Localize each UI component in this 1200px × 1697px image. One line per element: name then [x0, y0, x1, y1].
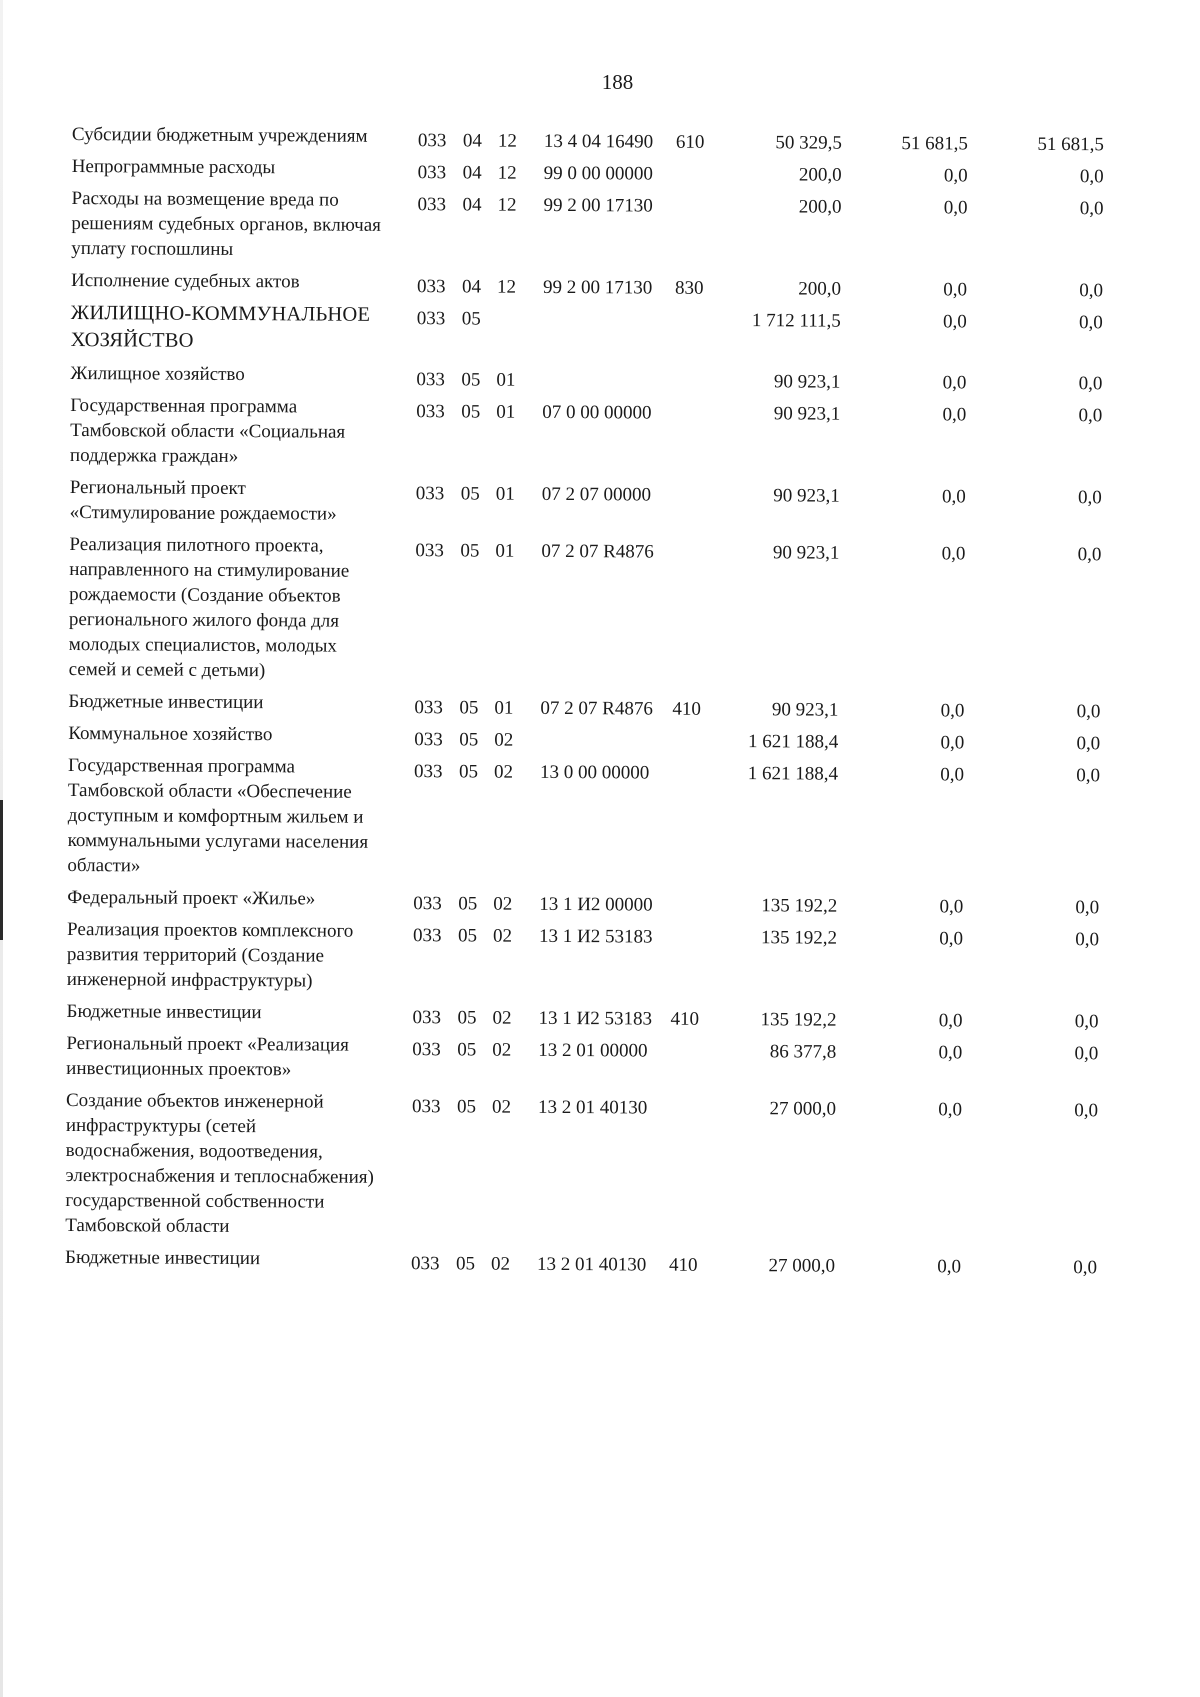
row-description: Субсидии бюджетным учреждениям: [71, 123, 368, 147]
subsection-code: 02: [492, 1007, 512, 1029]
row-description: Федеральный проект «Жилье»: [67, 886, 316, 910]
amount-year-3: 0,0: [1078, 373, 1103, 395]
amount-year-3: 0,0: [1075, 897, 1100, 919]
subsection-code: 12: [497, 162, 517, 184]
row-description: Исполнение судебных актов: [70, 269, 300, 293]
amount-year-2: 0,0: [941, 543, 966, 565]
amount-year-2: 0,0: [939, 896, 964, 918]
amount-year-3: 51 681,5: [1037, 133, 1104, 156]
amount-year-3: 0,0: [1076, 733, 1101, 755]
table-row: [70, 361, 1150, 393]
section-code: 05: [458, 761, 479, 783]
section-code: 05: [457, 925, 478, 947]
expense-type-code: 410: [672, 698, 701, 720]
amount-year-2: 0,0: [943, 197, 968, 219]
amount-year-3: 0,0: [1074, 1043, 1099, 1065]
subsection-code: 01: [496, 369, 516, 391]
subsection-code: 02: [493, 761, 514, 783]
row-description: Реализация пилотного проекта, направленного на стимулирование рождаемости (Создание объектов регионального жилого фонда для молодых специалистов, молодых семей и семей с детьми): [68, 533, 350, 682]
amount-year-1: 135 192,2: [761, 895, 838, 917]
subsection-code: 12: [497, 130, 517, 152]
row-description: Создание объектов инженерной инфраструктуры (сетей водоснабжения, водоотведения, электроснабжения и теплоснабжения) государственной собственности Тамбовской области: [65, 1089, 374, 1237]
amount-year-2: 0,0: [943, 279, 968, 301]
amount-year-1: 90 923,1: [773, 371, 841, 393]
admin-code: 033: [411, 1096, 441, 1118]
amount-year-2: 51 681,5: [901, 133, 968, 155]
table-row: [65, 1088, 1146, 1245]
target-article-code: 13 0 00 00000: [539, 761, 650, 784]
subsection-code: 12: [497, 194, 517, 216]
amount-year-1: 135 192,2: [760, 1009, 837, 1031]
target-article-code: 07 2 07 00000: [541, 483, 652, 506]
table-row: [72, 154, 1152, 186]
section-code: 05: [461, 401, 481, 423]
table-row: [72, 122, 1152, 154]
subsection-code: 01: [495, 483, 515, 505]
target-article-code: 13 1 И2 00000: [539, 893, 653, 916]
table-row: [66, 1031, 1146, 1088]
target-article-code: 13 2 01 40130: [537, 1096, 648, 1119]
target-article-code: 13 1 И2 53183: [538, 1007, 653, 1030]
amount-year-2: 0,0: [938, 1042, 963, 1064]
target-article-code: 99 2 00 17130: [542, 276, 653, 299]
amount-year-3: 0,0: [1077, 487, 1102, 509]
table-row: [68, 721, 1148, 753]
expense-type-code: 410: [670, 1008, 700, 1030]
admin-code: 033: [413, 761, 443, 783]
row-description: Бюджетные инвестиции: [64, 1246, 261, 1270]
table-row: [69, 532, 1150, 689]
row-description: Региональный проект «Реализация инвестиционных проектов»: [66, 1032, 350, 1081]
admin-code: 033: [414, 729, 443, 751]
admin-code: 033: [417, 130, 447, 152]
admin-code: 033: [412, 1007, 442, 1029]
section-code: 05: [460, 540, 480, 562]
subsection-code: 01: [496, 401, 516, 423]
scan-edge-mark: [0, 800, 3, 940]
section-heading-row: [71, 300, 1151, 361]
amount-year-3: 0,0: [1073, 1257, 1098, 1279]
amount-year-2: 0,0: [942, 372, 967, 394]
amount-year-1: 27 000,0: [769, 1098, 837, 1120]
amount-year-3: 0,0: [1078, 312, 1103, 334]
section-code: 04: [462, 130, 482, 152]
expense-type-code: 610: [675, 131, 705, 153]
row-description: Государственная программа Тамбовской области «Обеспечение доступным и комфортным жильем и коммунальными услугами населения области»: [67, 754, 369, 877]
subsection-code: 02: [493, 893, 513, 915]
amount-year-2: 0,0: [942, 404, 967, 426]
table-row: [68, 689, 1148, 721]
section-code: 05: [457, 1039, 477, 1061]
target-article-code: 07 2 07 R4876: [540, 697, 653, 720]
amount-year-2: 0,0: [943, 165, 968, 187]
amount-year-3: 0,0: [1076, 765, 1101, 787]
section-code: 05: [461, 308, 481, 330]
page-number: 188: [601, 70, 634, 94]
amount-year-3: 0,0: [1079, 166, 1104, 188]
amount-year-1: 200,0: [798, 164, 842, 186]
section-code: 05: [459, 697, 479, 719]
amount-year-3: 0,0: [1079, 280, 1104, 302]
amount-year-3: 0,0: [1074, 1100, 1099, 1122]
section-code: 05: [458, 893, 478, 915]
table-row: [70, 393, 1150, 475]
admin-code: 033: [416, 276, 446, 298]
amount-year-3: 0,0: [1076, 701, 1101, 723]
amount-year-1: 200,0: [798, 278, 842, 300]
row-description: Региональный проект «Стимулирование рождаемости»: [69, 476, 337, 525]
amount-year-2: 0,0: [940, 700, 965, 722]
admin-code: 033: [416, 369, 445, 391]
target-article-code: 07 0 00 00000: [542, 401, 652, 424]
row-description: Государственная программа Тамбовской области «Социальная поддержка граждан»: [69, 394, 346, 468]
target-article-code: 99 0 00 00000: [543, 162, 654, 185]
section-code: 05: [455, 1253, 476, 1275]
admin-code: 033: [415, 540, 444, 562]
section-code: 04: [462, 194, 482, 216]
section-code: 04: [462, 162, 482, 184]
subsection-code: 02: [494, 729, 514, 751]
table-row: [65, 1245, 1145, 1277]
row-description: Бюджетные инвестиции: [68, 690, 264, 714]
target-article-code: 13 4 04 16490: [543, 130, 654, 153]
table-row: [67, 885, 1147, 917]
admin-code: 033: [417, 194, 447, 216]
amount-year-3: 0,0: [1079, 198, 1104, 220]
row-description: Коммунальное хозяйство: [68, 722, 273, 746]
amount-year-3: 0,0: [1078, 405, 1103, 427]
amount-year-2: 0,0: [942, 311, 967, 333]
section-code: 05: [459, 729, 479, 751]
amount-year-3: 0,0: [1074, 1011, 1099, 1033]
admin-code: 033: [415, 483, 445, 505]
admin-code: 033: [412, 1039, 441, 1061]
table-row: [66, 999, 1146, 1031]
amount-year-3: 0,0: [1075, 929, 1100, 951]
row-description: Расходы на возмещение вреда по решениям судебных органов, включая уплату госпошлины: [71, 187, 381, 260]
subsection-code: 02: [492, 1039, 512, 1061]
target-article-code: 13 2 01 00000: [538, 1039, 648, 1062]
table-row: [71, 268, 1151, 300]
target-article-code: 13 2 01 40130: [536, 1253, 647, 1276]
amount-year-1: 90 923,1: [773, 485, 840, 507]
table-row: [67, 917, 1147, 999]
row-description: Бюджетные инвестиции: [66, 1000, 262, 1024]
admin-code: 033: [410, 1253, 440, 1275]
amount-year-2: 0,0: [940, 732, 965, 754]
amount-year-1: 86 377,8: [769, 1041, 837, 1063]
amount-year-1: 90 923,1: [771, 699, 839, 721]
row-description: Непрограммные расходы: [71, 155, 276, 179]
subsection-code: 01: [495, 540, 515, 562]
admin-code: 033: [417, 162, 447, 184]
admin-code: 033: [413, 893, 442, 915]
admin-code: 033: [416, 401, 445, 423]
section-code: 05: [457, 1007, 477, 1029]
subsection-code: 01: [494, 697, 514, 719]
amount-year-2: 0,0: [938, 1010, 963, 1032]
table-row: [70, 475, 1150, 532]
amount-year-2: 0,0: [941, 486, 966, 508]
table-row: [67, 753, 1148, 885]
amount-year-2: 0,0: [938, 1099, 963, 1121]
section-code: 05: [461, 369, 481, 391]
expense-type-code: 410: [668, 1254, 698, 1276]
amount-year-1: 90 923,1: [773, 403, 841, 425]
section-code: 05: [456, 1096, 477, 1118]
amount-year-1: 1 712 111,5: [751, 310, 841, 332]
row-description: Реализация проектов комплексного развития территорий (Создание инженерной инфраструктуры): [66, 918, 354, 992]
amount-year-3: 0,0: [1077, 544, 1102, 566]
section-code: 05: [460, 483, 480, 505]
target-article-code: 99 2 00 17130: [543, 194, 653, 217]
amount-year-1: 200,0: [798, 196, 842, 218]
budget-table: [65, 122, 1152, 1284]
subsection-code: 02: [491, 1096, 512, 1118]
table-row: [71, 186, 1151, 268]
amount-year-2: 0,0: [940, 764, 965, 786]
amount-year-2: 0,0: [939, 928, 964, 950]
amount-year-1: 27 000,0: [768, 1255, 836, 1277]
admin-code: 033: [414, 697, 443, 719]
amount-year-2: 0,0: [937, 1256, 962, 1278]
section-code: 04: [461, 276, 482, 298]
subsection-code: 02: [492, 925, 513, 947]
admin-code: 033: [416, 308, 446, 330]
subsection-code: 12: [496, 276, 517, 298]
target-article-code: 07 2 07 R4876: [541, 540, 654, 563]
amount-year-1: 1 621 188,4: [747, 763, 839, 785]
admin-code: 033: [412, 925, 442, 947]
amount-year-1: 1 621 188,4: [747, 731, 839, 753]
amount-year-1: 90 923,1: [772, 542, 840, 564]
target-article-code: 13 1 И2 53183: [538, 925, 653, 948]
row-description: Жилищное хозяйство: [70, 362, 245, 386]
amount-year-1: 135 192,2: [760, 927, 838, 949]
subsection-code: 02: [490, 1253, 511, 1275]
amount-year-1: 50 329,5: [775, 132, 842, 154]
expense-type-code: 830: [674, 277, 704, 299]
row-description: ЖИЛИЩНО-КОММУНАЛЬНОЕ ХОЗЯЙСТВО: [70, 301, 371, 352]
